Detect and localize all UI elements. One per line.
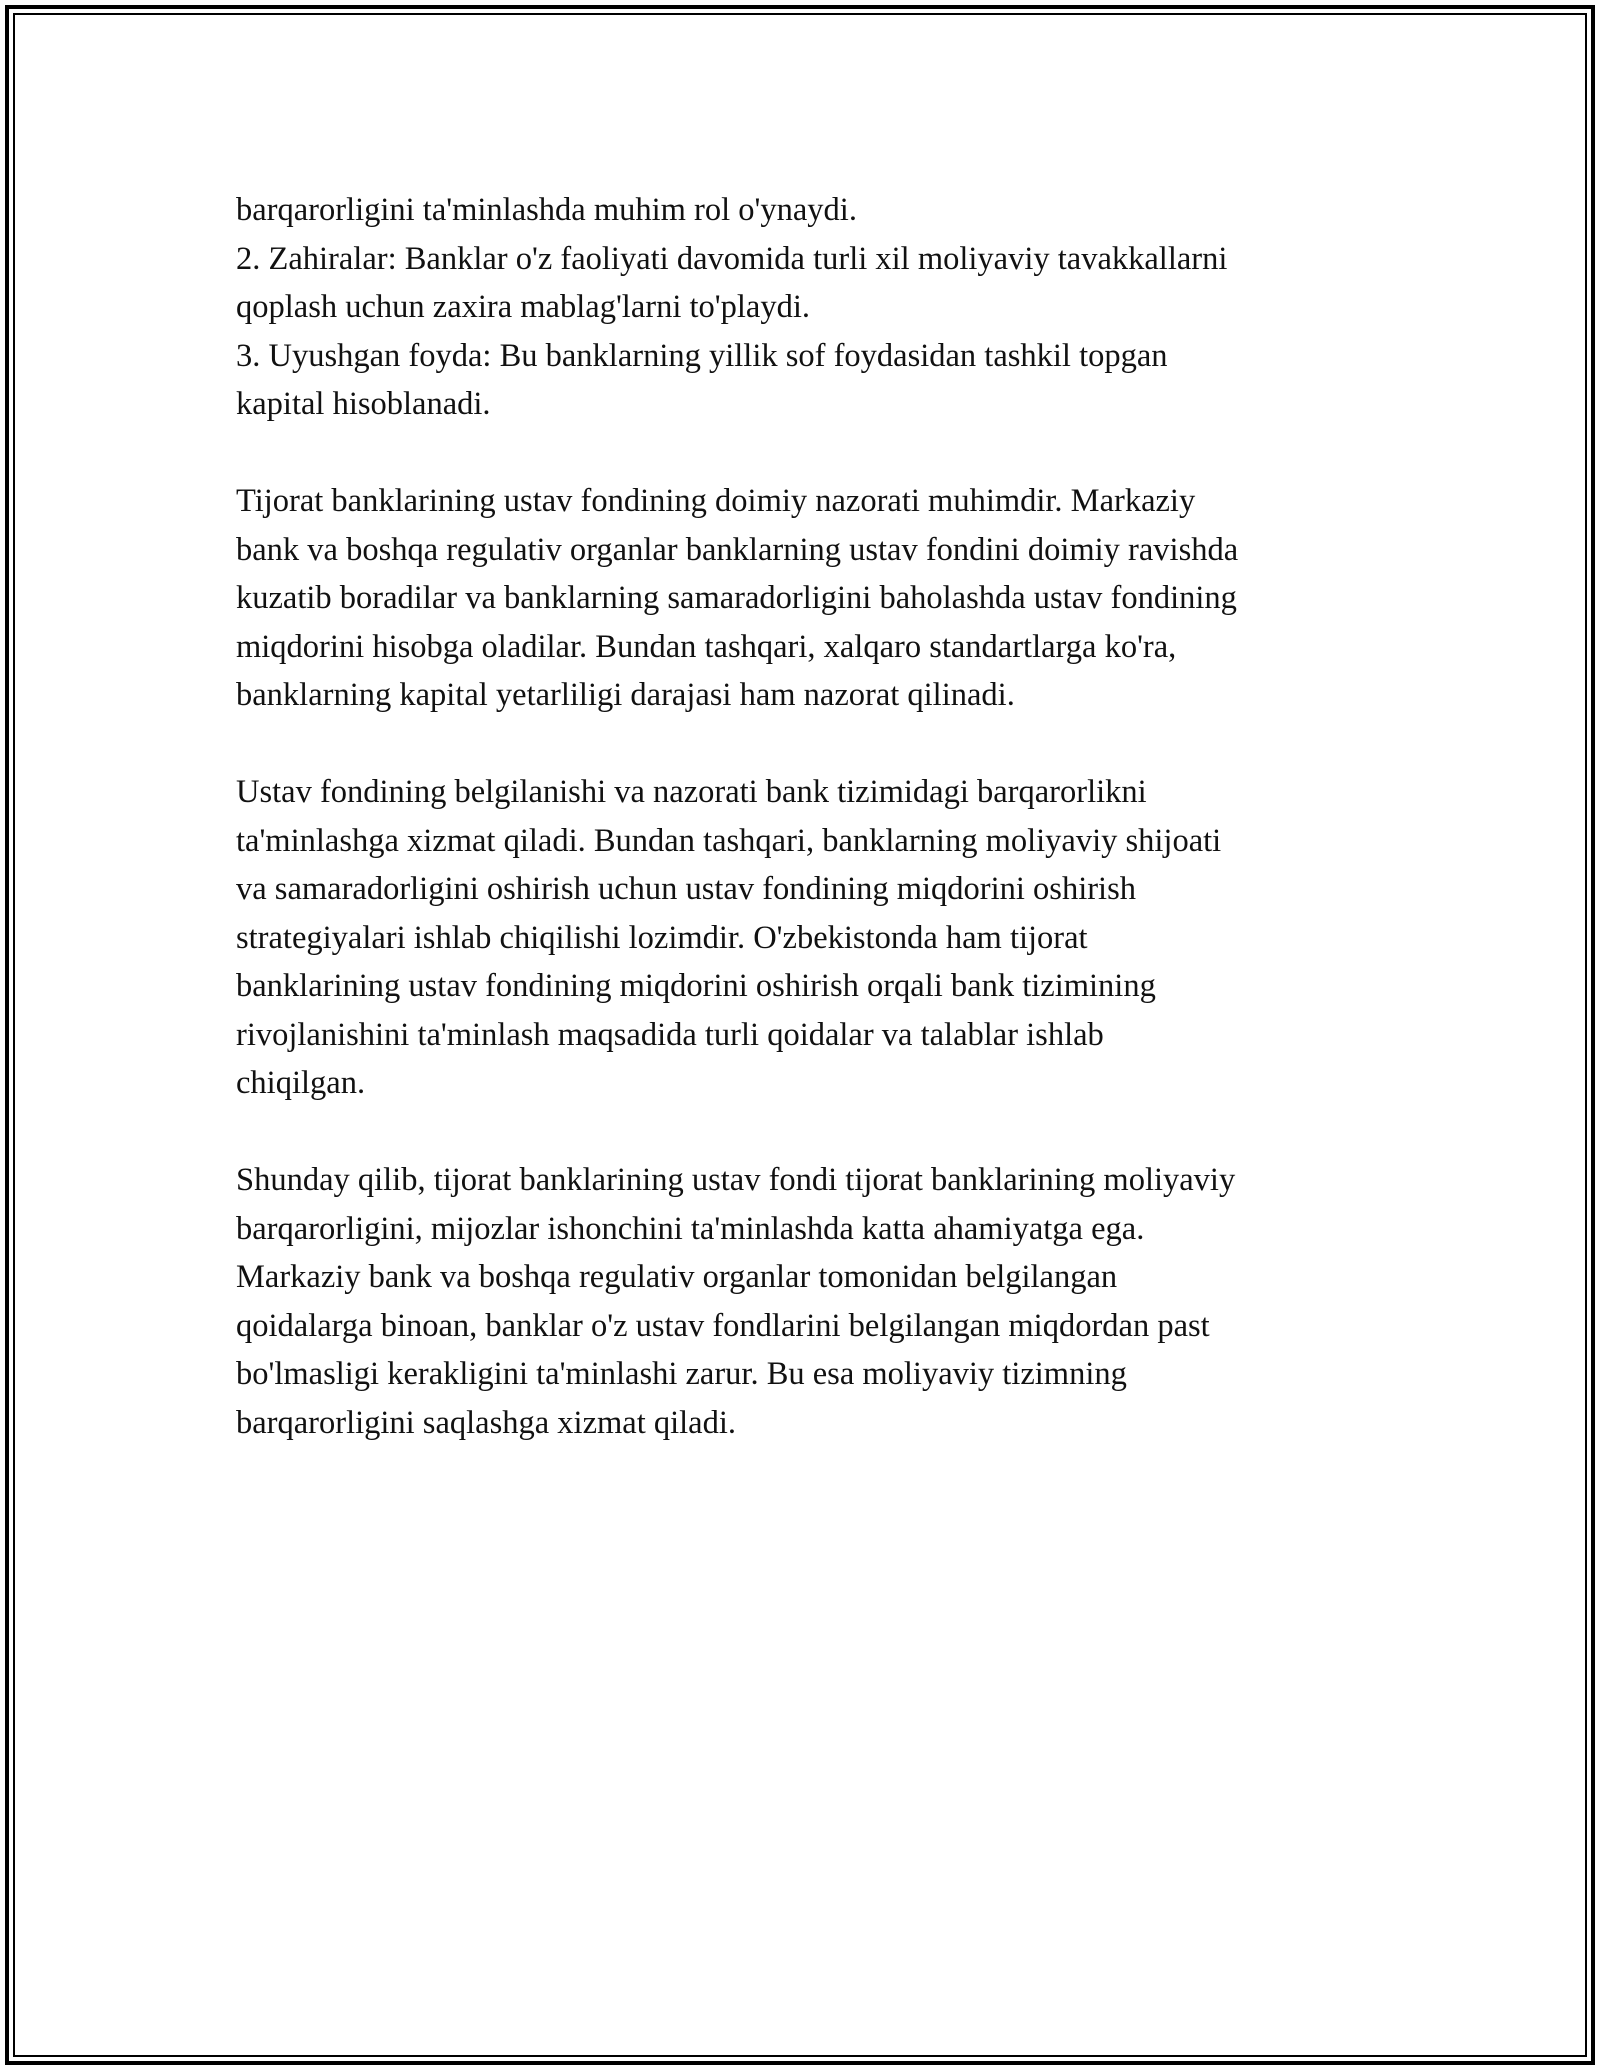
text-line: banklarining ustav fondining miqdorini oshirish orqali bank tizimining — [236, 968, 1156, 1004]
text-line: qoidalarga binoan, banklar o'z ustav fondlarini belgilangan miqdordan past — [236, 1307, 1210, 1344]
document-body — [236, 186, 1386, 1447]
text-line: qoplash uchun zaxira mablag'larni to'playdi. — [236, 289, 810, 325]
text-line: barqarorligini saqlashga xizmat qiladi. — [236, 1404, 736, 1441]
text-line: kuzatib boradilar va banklarning samaradorligini baholashda ustav fondining — [236, 580, 1237, 616]
text-line: miqdorini hisobga oladilar. Bundan tashqari, xalqaro standartlarga ko'ra, — [236, 628, 1177, 665]
text-line: bank va boshqa regulativ organlar banklarning ustav fondini doimiy ravishda — [236, 531, 1239, 568]
text-line: 3. Uyushgan foyda: Bu banklarning yillik sof foydasidan tashkil topgan — [236, 337, 1168, 374]
paragraph-spacer — [236, 1108, 1386, 1157]
paragraph-spacer — [236, 429, 1386, 478]
text-line: barqarorligini, mijozlar ishonchini ta'minlashda katta ahamiyatga ega. — [236, 1210, 1145, 1247]
text-line: Shunday qilib, tijorat banklarining ustav fondi tijorat banklarining moliyaviy — [236, 1162, 1236, 1198]
paragraph — [236, 186, 1386, 429]
text-line: 2. Zahiralar: Banklar o'z faoliyati davomida turli xil moliyaviy tavakkallarni — [236, 240, 1228, 277]
paragraph-spacer — [236, 720, 1386, 769]
text-line: Tijorat banklarining ustav fondining doimiy nazorati muhimdir. Markaziy — [236, 483, 1196, 519]
text-line: Ustav fondining belgilanishi va nazorati bank tizimidagi barqarorlikni — [236, 774, 1147, 810]
text-line: va samaradorligini oshirish uchun ustav fondining miqdorini oshirish — [236, 871, 1136, 907]
text-line: strategiyalari ishlab chiqilishi lozimdir. O'zbekistonda ham tijorat — [236, 919, 1088, 956]
paragraph — [236, 768, 1386, 1108]
text-line: rivojlanishini ta'minlash maqsadida turli qoidalar va talablar ishlab — [236, 1016, 1104, 1053]
text-line: Markaziy bank va boshqa regulativ organlar tomonidan belgilangan — [236, 1259, 1118, 1295]
text-line: chiqilgan. — [236, 1065, 366, 1101]
paragraph — [236, 477, 1386, 720]
text-line: bo'lmasligi kerakligini ta'minlashi zarur. Bu esa moliyaviy tizimning — [236, 1356, 1127, 1392]
text-line: banklarning kapital yetarliligi darajasi ham nazorat qilinadi. — [236, 677, 1015, 713]
paragraph — [236, 1156, 1386, 1447]
text-line: kapital hisoblanadi. — [236, 386, 491, 422]
text-line: ta'minlashga xizmat qiladi. Bundan tashqari, banklarning moliyaviy shijoati — [236, 822, 1222, 859]
text-line: barqarorligini ta'minlashda muhim rol o'ynaydi. — [236, 192, 857, 228]
